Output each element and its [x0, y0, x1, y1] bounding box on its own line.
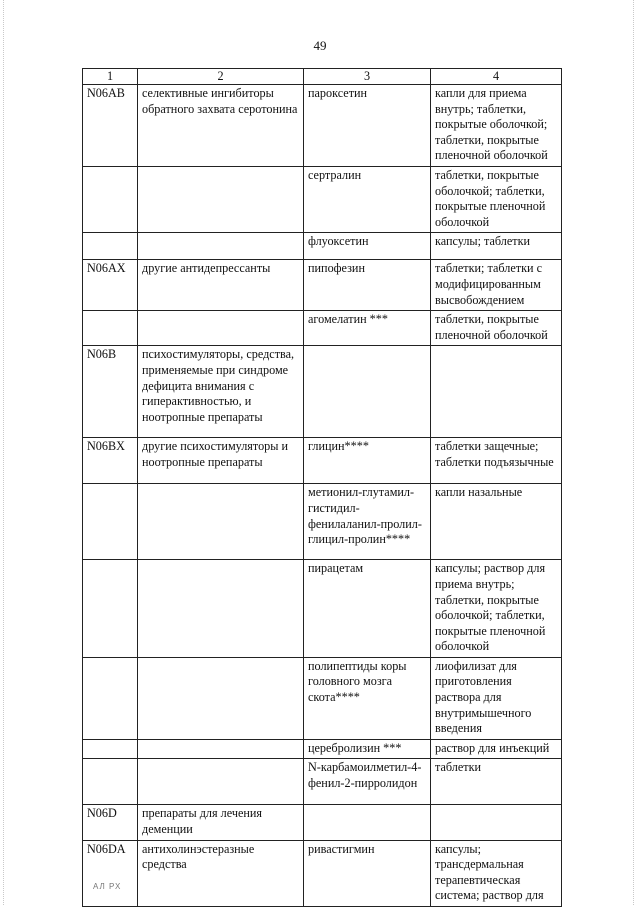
table-row — [83, 484, 562, 560]
table-row — [83, 739, 562, 759]
table-header-row — [83, 69, 562, 85]
form-cell: капсулы; таблетки — [431, 233, 562, 260]
drug-cell: пипофезин — [304, 260, 431, 311]
form-cell — [431, 346, 562, 438]
group-cell — [138, 484, 304, 560]
drug-table — [82, 68, 562, 907]
form-cell: капли для приема внутрь; таблетки, покрытые оболочкой; таблетки, покрытые пленочной оболочкой — [431, 85, 562, 167]
group-cell — [138, 657, 304, 739]
group-cell — [138, 759, 304, 805]
atc-code-cell — [83, 759, 138, 805]
table-row — [83, 560, 562, 658]
drug-cell: пароксетин — [304, 85, 431, 167]
group-cell: психостимуляторы, средства, применяемые при синдроме дефицита внимания с гиперактивностью, и ноотропные препараты — [138, 346, 304, 438]
form-cell: таблетки — [431, 759, 562, 805]
drug-cell: глицин**** — [304, 438, 431, 484]
table-row — [83, 840, 562, 906]
form-cell — [431, 805, 562, 840]
left-margin-marks — [3, 0, 6, 905]
drug-cell: метионил-глутамил-гистидил-фенилаланил-пролил-глицил-пролин**** — [304, 484, 431, 560]
atc-code-cell — [83, 166, 138, 232]
atc-code-cell — [83, 739, 138, 759]
group-cell: другие психостимуляторы и ноотропные препараты — [138, 438, 304, 484]
drug-cell: N-карбамоилметил-4-фенил-2-пирролидон — [304, 759, 431, 805]
atc-code-cell — [83, 311, 138, 346]
drug-cell — [304, 805, 431, 840]
form-cell: капли назальные — [431, 484, 562, 560]
column-header: 1 — [83, 69, 138, 85]
group-cell — [138, 560, 304, 658]
drug-cell — [304, 346, 431, 438]
table-row — [83, 805, 562, 840]
table-row — [83, 438, 562, 484]
atc-code-cell — [83, 560, 138, 658]
group-cell: препараты для лечения деменции — [138, 805, 304, 840]
form-cell: капсулы; раствор для приема внутрь; таблетки, покрытые оболочкой; таблетки, покрытые пленочной оболочкой — [431, 560, 562, 658]
drug-cell: полипептиды коры головного мозга скота**** — [304, 657, 431, 739]
form-cell: таблетки защечные; таблетки подъязычные — [431, 438, 562, 484]
atc-code-cell: N06BX — [83, 438, 138, 484]
table-row — [83, 260, 562, 311]
atc-code-cell: N06AX — [83, 260, 138, 311]
column-header: 2 — [138, 69, 304, 85]
group-cell — [138, 739, 304, 759]
form-cell: капсулы; трансдермальная терапевтическая система; раствор для — [431, 840, 562, 906]
table-row — [83, 346, 562, 438]
right-margin-marks — [633, 0, 636, 905]
drug-cell: ривастигмин — [304, 840, 431, 906]
table-row — [83, 311, 562, 346]
form-cell: таблетки; таблетки с модифицированным высвобождением — [431, 260, 562, 311]
atc-code-cell: N06DA — [83, 840, 138, 906]
atc-code-cell: N06D — [83, 805, 138, 840]
drug-cell: пирацетам — [304, 560, 431, 658]
table-row — [83, 657, 562, 739]
form-cell: таблетки, покрытые оболочкой; таблетки, покрытые пленочной оболочкой — [431, 166, 562, 232]
atc-code-cell: N06B — [83, 346, 138, 438]
form-cell: таблетки, покрытые пленочной оболочкой — [431, 311, 562, 346]
atc-code-cell — [83, 233, 138, 260]
atc-code-cell: N06AB — [83, 85, 138, 167]
drug-cell: агомелатин *** — [304, 311, 431, 346]
drug-cell: церебролизин *** — [304, 739, 431, 759]
table-row — [83, 166, 562, 232]
table-row — [83, 233, 562, 260]
table-row — [83, 85, 562, 167]
column-header: 3 — [304, 69, 431, 85]
group-cell: антихолинэстеразные средства — [138, 840, 304, 906]
page-number: 49 — [313, 38, 327, 53]
drug-cell: флуоксетин — [304, 233, 431, 260]
form-cell: раствор для инъекций — [431, 739, 562, 759]
group-cell: селективные ингибиторы обратного захвата серотонина — [138, 85, 304, 167]
column-header: 4 — [431, 69, 562, 85]
footer-mark: АЛ РХ — [93, 882, 122, 891]
drug-cell: сертралин — [304, 166, 431, 232]
atc-code-cell — [83, 657, 138, 739]
group-cell — [138, 311, 304, 346]
form-cell: лиофилизат для приготовления раствора для внутримышечного введения — [431, 657, 562, 739]
atc-code-cell — [83, 484, 138, 560]
group-cell — [138, 233, 304, 260]
group-cell — [138, 166, 304, 232]
table-row — [83, 759, 562, 805]
group-cell: другие антидепрессанты — [138, 260, 304, 311]
